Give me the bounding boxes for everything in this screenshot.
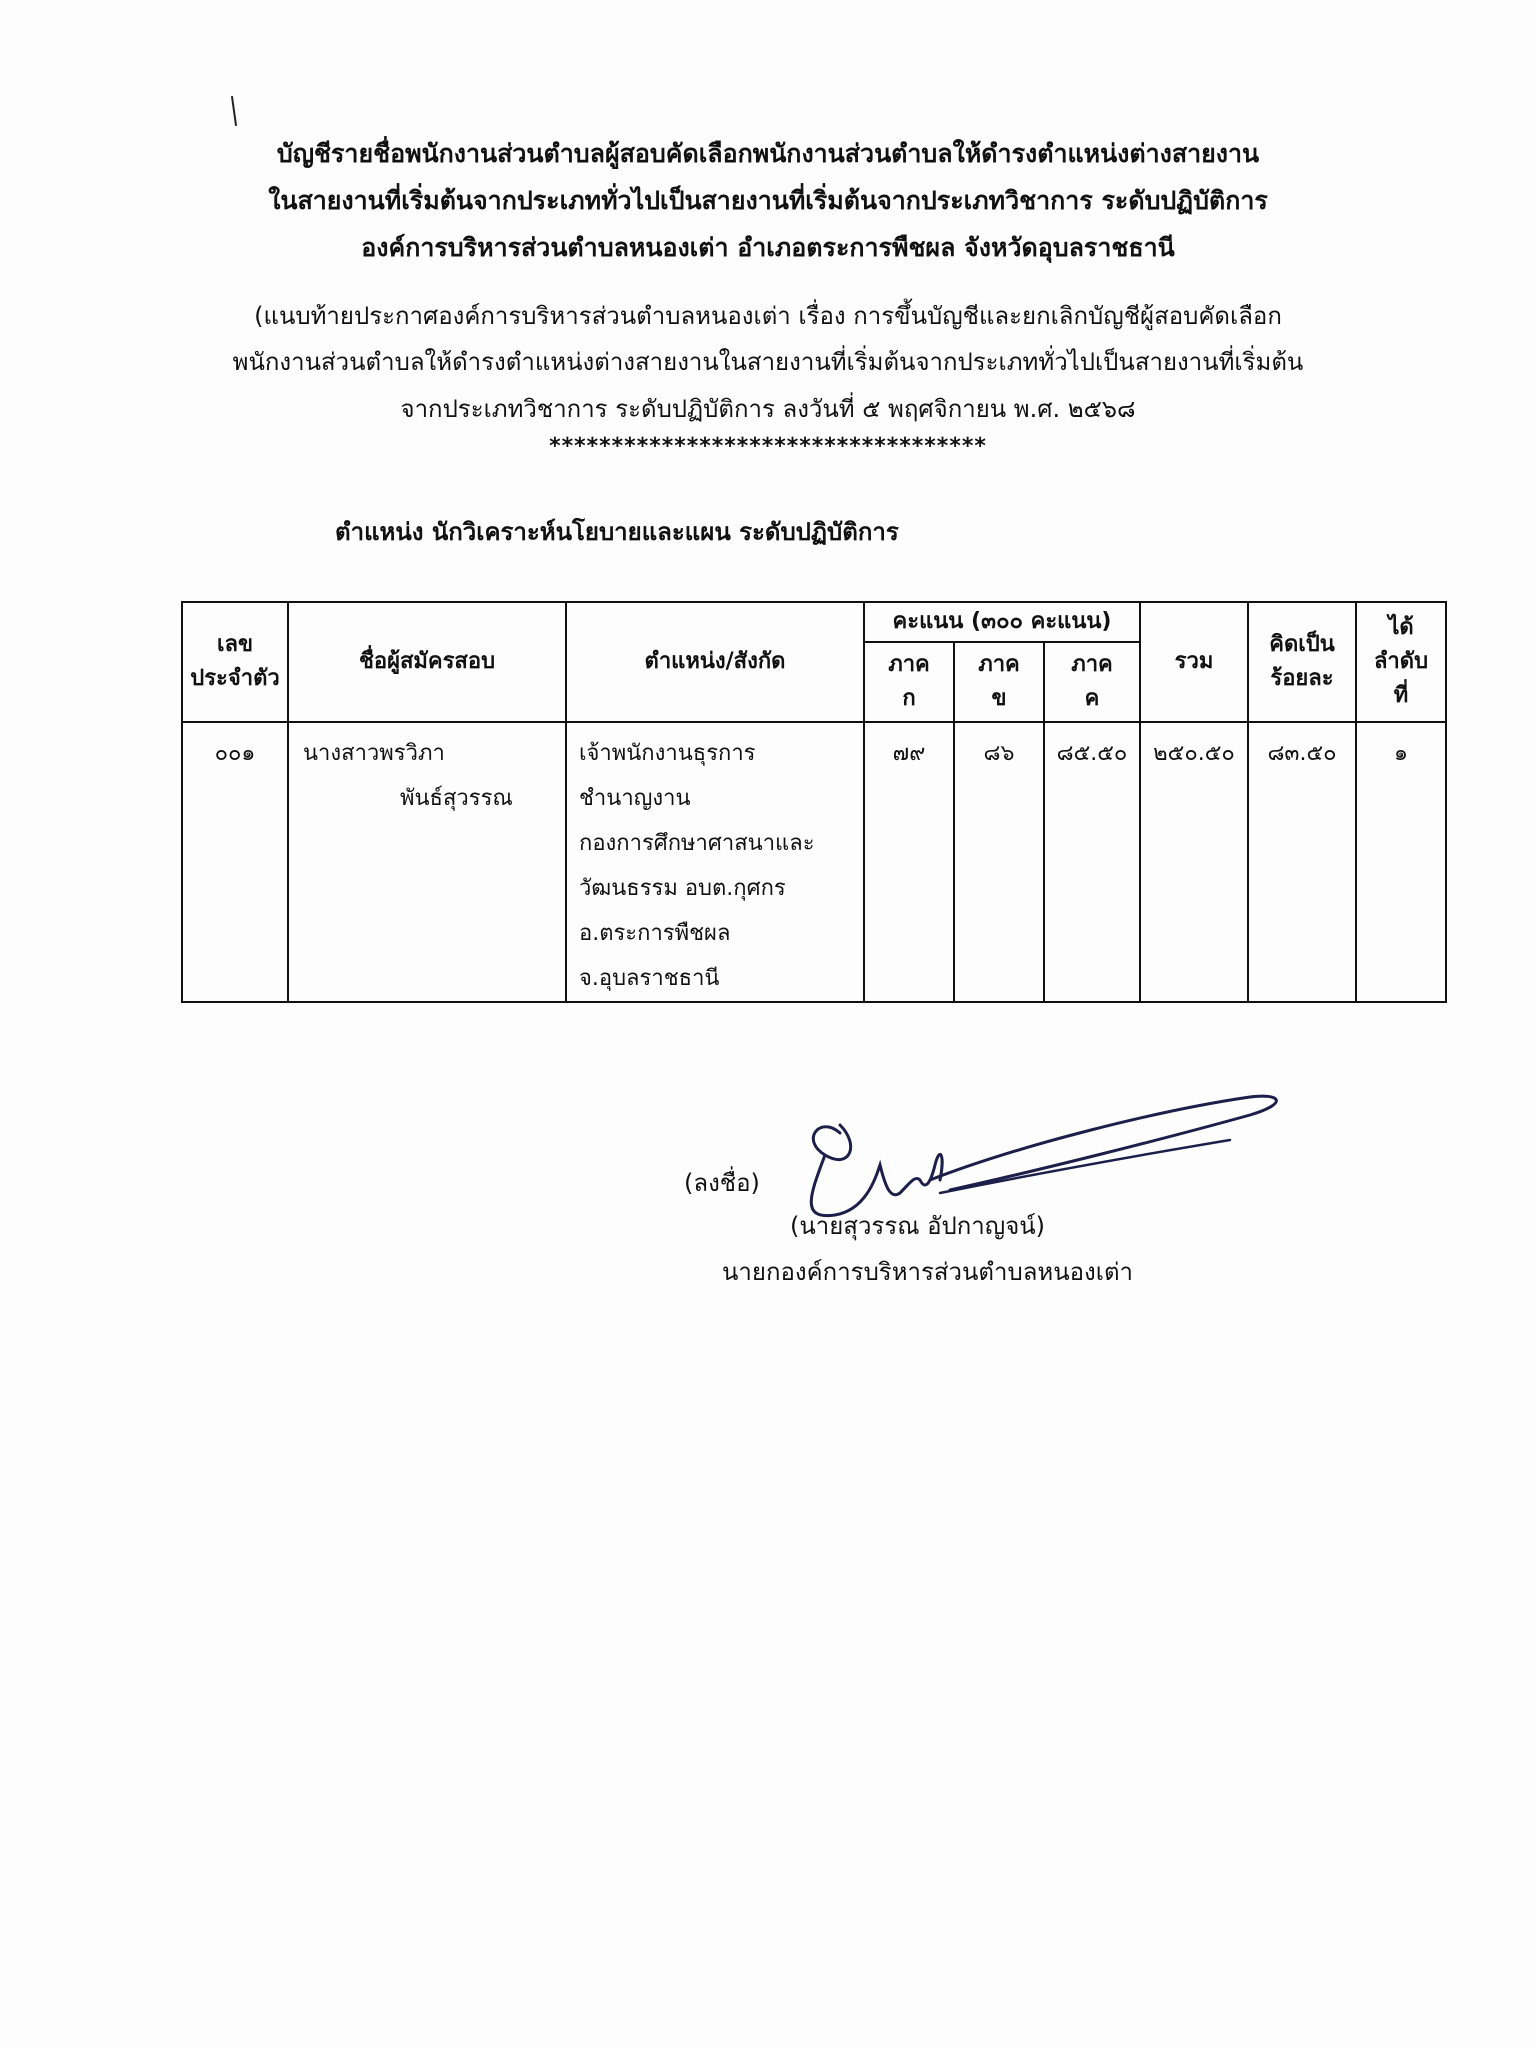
- position-line: กองการศึกษาศาสนาและ: [579, 831, 815, 856]
- header-id-line-1: เลข: [216, 632, 254, 657]
- candidate-id: ๐๐๑: [182, 722, 288, 1002]
- candidate-first-name: นางสาวพรวิภา: [303, 741, 445, 766]
- header-part-c: [1044, 642, 1140, 722]
- header-score-group: คะแนน (๓๐๐ คะแนน): [864, 602, 1140, 642]
- document-title-line-3: องค์การบริหารส่วนตำบลหนองเต่า อำเภอตระการพืชผล จังหวัดอุบลราชธานี: [361, 233, 1175, 262]
- score-part-c: ๘๕.๕๐: [1044, 722, 1140, 1002]
- header-part-c-line-2: ค: [1084, 686, 1100, 711]
- candidate-last-name: พันธ์สุวรรณ: [400, 786, 513, 811]
- table-row: [182, 722, 1446, 1002]
- signatory-title: นายกองค์การบริหารส่วนตำบลหนองเต่า: [722, 1258, 1134, 1286]
- header-part-a-line-1: ภาค: [888, 652, 930, 677]
- score-part-b: ๘๖: [954, 722, 1044, 1002]
- header-part-a-line-2: ก: [902, 686, 916, 711]
- score-part-a: ๗๙: [864, 722, 954, 1002]
- subtitle-line-3: จากประเภทวิชาการ ระดับปฏิบัติการ ลงวันที่ ๕ พฤศจิกายน พ.ศ. ๒๕๖๘: [400, 395, 1136, 423]
- signature-label: (ลงชื่อ): [684, 1169, 760, 1197]
- header-rank: [1356, 602, 1446, 722]
- header-position: ตำแหน่ง/สังกัด: [566, 602, 864, 722]
- position-heading: ตำแหน่ง นักวิเคราะห์นโยบายและแผน ระดับปฏิบัติการ: [335, 518, 899, 546]
- separator-stars: ***********************************: [549, 434, 987, 459]
- header-part-b-line-1: ภาค: [978, 652, 1020, 677]
- header-part-a: [864, 642, 954, 722]
- header-part-b-line-2: ข: [991, 686, 1007, 711]
- margin-mark: [231, 96, 237, 126]
- header-rank-line-1: ได้: [1388, 615, 1414, 640]
- score-total: ๒๕๐.๕๐: [1140, 722, 1248, 1002]
- subtitle-line-1: (แนบท้ายประกาศองค์การบริหารส่วนตำบลหนองเต่า เรื่อง การขึ้นบัญชีและยกเลิกบัญชีผู้สอบคัดเลือก: [254, 302, 1282, 330]
- document-title-line-1: บัญชีรายชื่อพนักงานส่วนตำบลผู้สอบคัดเลือกพนักงานส่วนตำบลให้ดำรงตำแหน่งต่างสายงาน: [276, 139, 1260, 168]
- position-line: อ.ตระการพืชผล: [579, 921, 731, 946]
- header-id: [182, 602, 288, 722]
- header-total: รวม: [1140, 602, 1248, 722]
- score-percent: ๘๓.๕๐: [1248, 722, 1356, 1002]
- header-percent-line-2: ร้อยละ: [1270, 666, 1334, 691]
- document-title-line-2: ในสายงานที่เริ่มต้นจากประเภททั่วไปเป็นสายงานที่เริ่มต้นจากประเภทวิชาการ ระดับปฏิบัติการ: [268, 186, 1268, 215]
- header-part-b: [954, 642, 1044, 722]
- header-rank-line-3: ที่: [1393, 683, 1409, 708]
- position-line: ชำนาญงาน: [579, 786, 691, 811]
- header-percent: [1248, 602, 1356, 722]
- candidate-name: [288, 722, 566, 1002]
- header-name: ชื่อผู้สมัครสอบ: [288, 602, 566, 722]
- position-line: เจ้าพนักงานธุรการ: [579, 741, 756, 766]
- position-line: จ.อุบลราชธานี: [579, 966, 720, 991]
- candidate-position: [566, 722, 864, 1002]
- header-id-line-2: ประจำตัว: [190, 666, 280, 691]
- position-line: วัฒนธรรม อบต.กุศกร: [579, 876, 786, 901]
- signatory-name: (นายสุวรรณ อัปกาญจน์): [790, 1212, 1046, 1240]
- header-rank-line-2: ลำดับ: [1373, 649, 1429, 674]
- header-percent-line-1: คิดเป็น: [1269, 632, 1335, 657]
- score-table: [181, 601, 1447, 1003]
- header-part-c-line-1: ภาค: [1071, 652, 1113, 677]
- subtitle-line-2: พนักงานส่วนตำบลให้ดำรงตำแหน่งต่างสายงานในสายงานที่เริ่มต้นจากประเภททั่วไปเป็นสายงานที่เริ่มต้น: [232, 348, 1304, 376]
- rank: ๑: [1356, 722, 1446, 1002]
